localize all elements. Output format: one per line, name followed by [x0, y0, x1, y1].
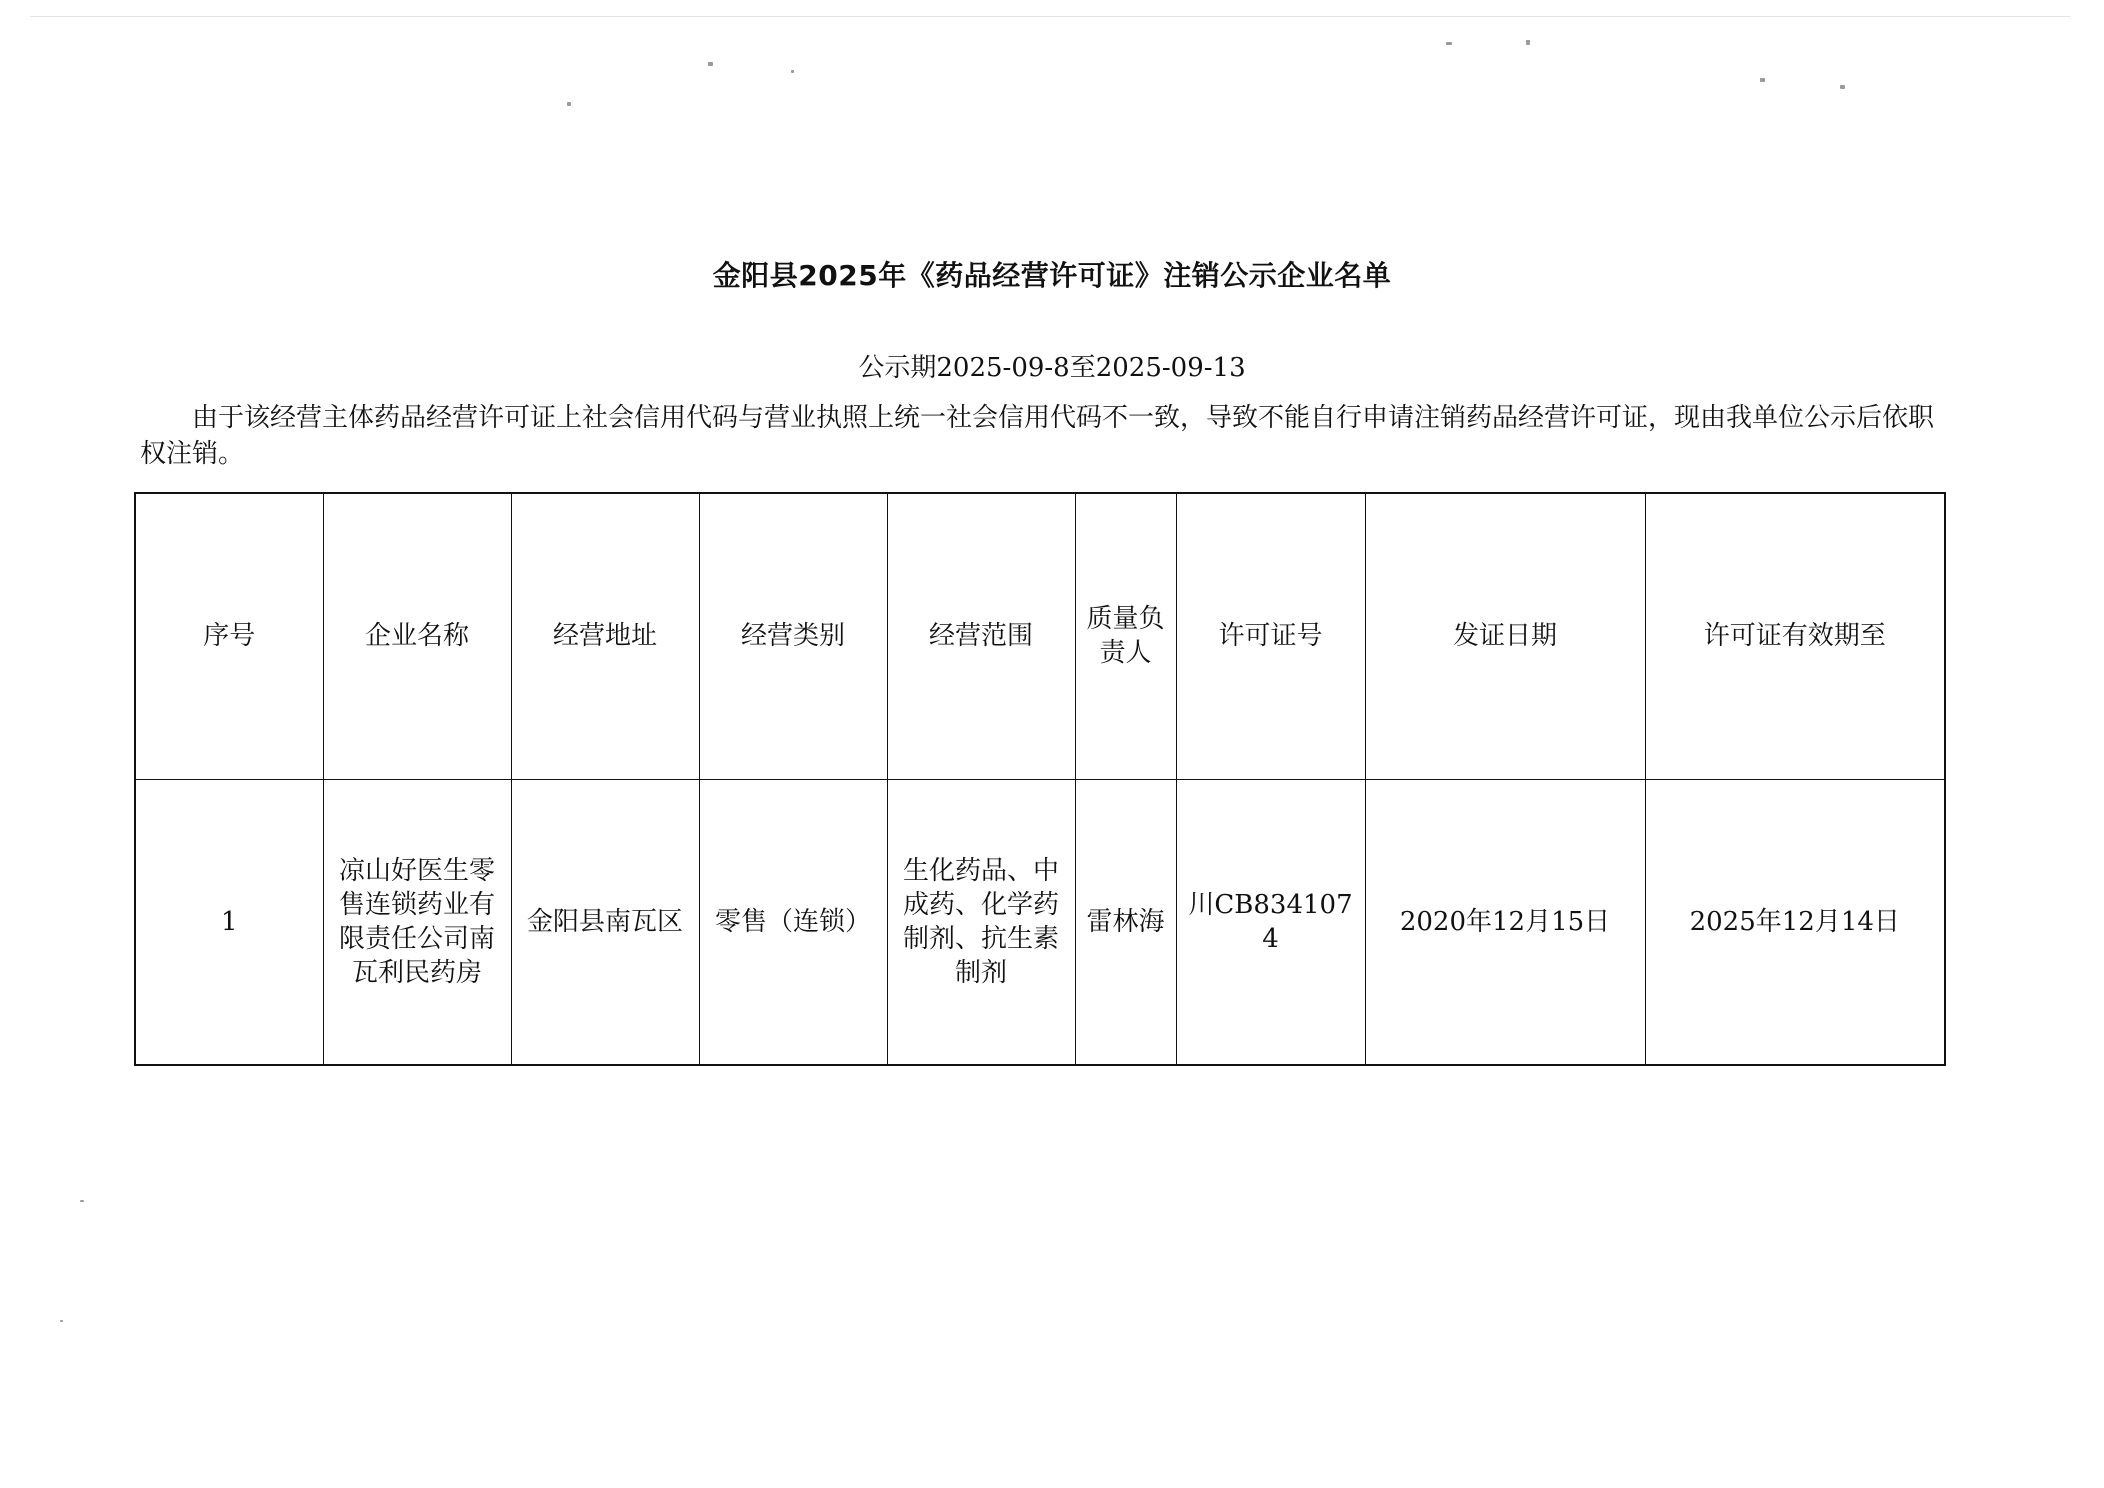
- header-company-name: 企业名称: [323, 493, 511, 779]
- scan-speck: [708, 62, 713, 66]
- header-business-address: 经营地址: [511, 493, 699, 779]
- revocation-table: [134, 492, 1946, 1066]
- scan-edge-line: [30, 16, 2070, 17]
- document-title: 金阳县2025年《药品经营许可证》注销公示企业名单: [712, 259, 1392, 292]
- cell-company-name: 凉山好医生零售连锁药业有限责任公司南瓦利民药房: [323, 779, 511, 1065]
- cell-business-scope: 生化药品、中成药、化学药制剂、抗生素制剂: [887, 779, 1075, 1065]
- scan-speck: [1840, 85, 1845, 89]
- cell-quality-manager: 雷林海: [1075, 779, 1176, 1065]
- scan-speck: [791, 70, 794, 73]
- notice-text: 由于该经营主体药品经营许可证上社会信用代码与营业执照上统一社会信用代码不一致，导致不能自行申请注销药品经营许可证，现由我单位公示后依职权注销。: [140, 403, 1935, 469]
- header-business-scope: 经营范围: [887, 493, 1075, 779]
- scan-speck: [80, 1200, 84, 1202]
- cell-license-number: 川CB8341074: [1176, 779, 1365, 1065]
- header-license-number: 许可证号: [1176, 493, 1365, 779]
- header-valid-until: 许可证有效期至: [1645, 493, 1945, 779]
- header-issue-date: 发证日期: [1365, 493, 1645, 779]
- scan-speck: [1446, 42, 1452, 45]
- table-row: [135, 779, 1945, 1065]
- scan-speck: [1526, 40, 1530, 45]
- notice-paragraph: [140, 400, 1940, 472]
- header-quality-manager: 质量负责人: [1075, 493, 1176, 779]
- cell-business-address: 金阳县南瓦区: [511, 779, 699, 1065]
- cell-business-category: 零售（连锁）: [699, 779, 887, 1065]
- scan-speck: [60, 1320, 63, 1322]
- table-header-row: [135, 493, 1945, 779]
- scan-speck: [1760, 78, 1765, 82]
- cell-index: 1: [135, 779, 323, 1065]
- cell-issue-date: 2020年12月15日: [1365, 779, 1645, 1065]
- cell-valid-until: 2025年12月14日: [1645, 779, 1945, 1065]
- header-business-category: 经营类别: [699, 493, 887, 779]
- scan-speck: [567, 102, 571, 106]
- header-index: 序号: [135, 493, 323, 779]
- notice-period: 公示期2025-09-8至2025-09-13: [858, 353, 1246, 383]
